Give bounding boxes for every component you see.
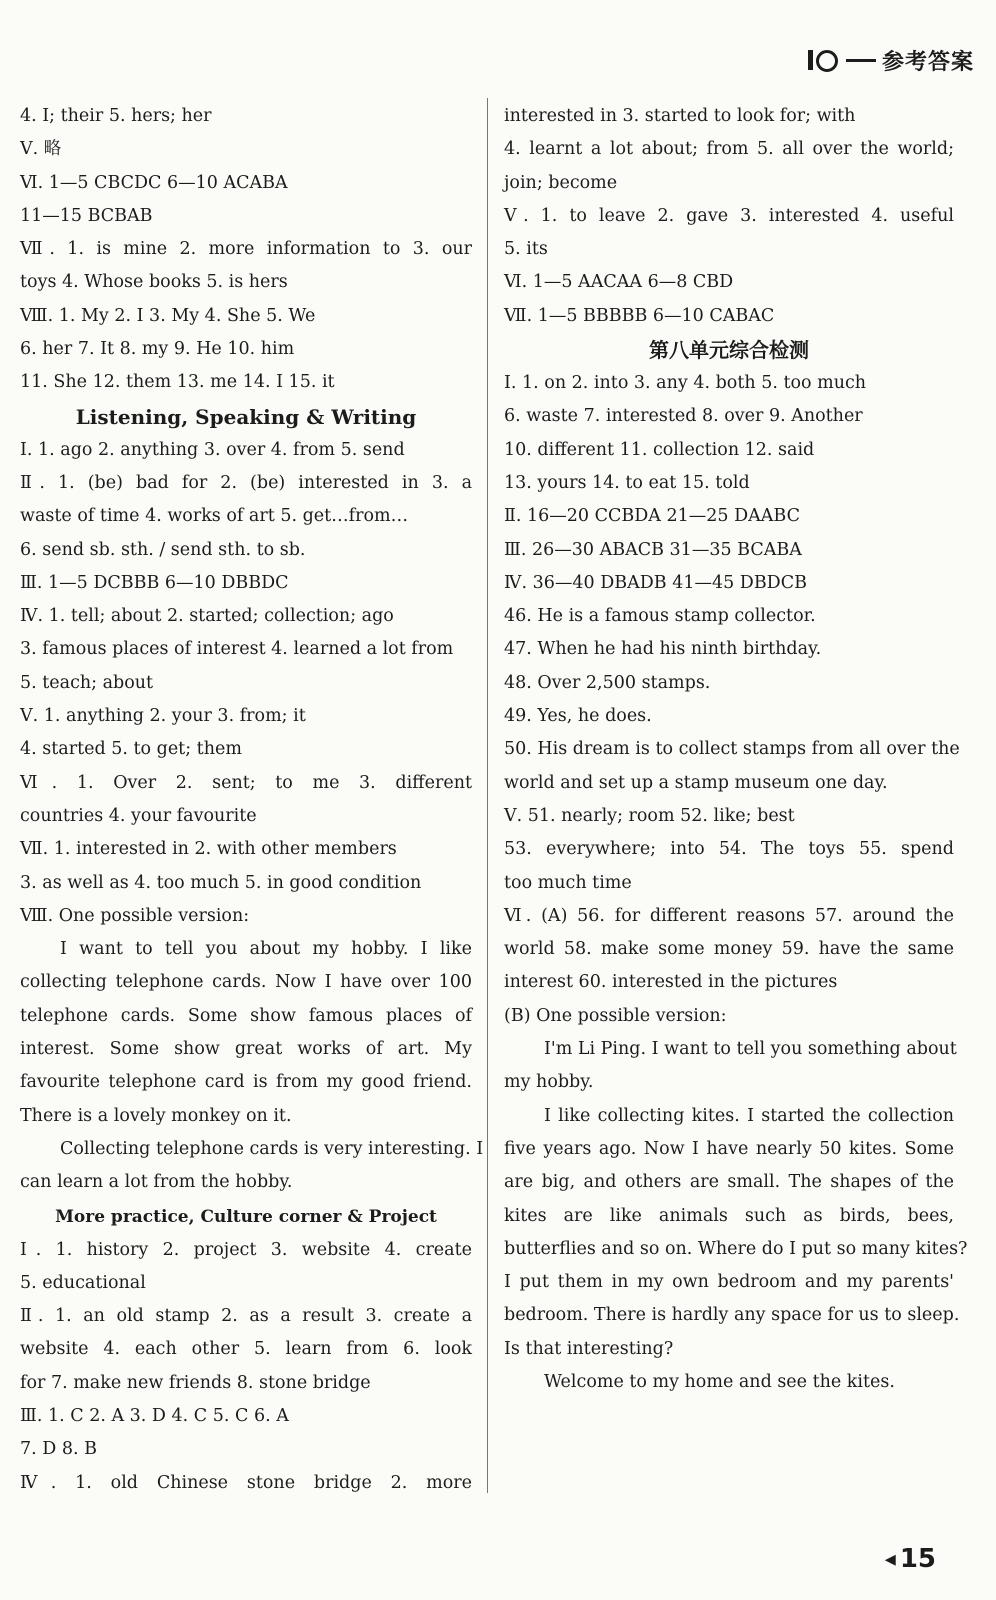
answer-line: Ⅲ. 1. C 2. A 3. D 4. C 5. C 6. A bbox=[20, 1405, 289, 1426]
answer-line: 5. teach; about bbox=[20, 672, 154, 693]
answer-line: interest 60. interested in the pictures bbox=[504, 972, 838, 993]
answer-line: 7. D 8. B bbox=[20, 1439, 97, 1460]
page-header bbox=[808, 40, 974, 80]
page-number bbox=[885, 1544, 936, 1574]
answer-line: Is that interesting? bbox=[504, 1338, 674, 1359]
answer-line: toys 4. Whose books 5. is hers bbox=[20, 272, 288, 293]
answer-line: Ⅵ. 1. Over 2. sent; to me 3. different bbox=[20, 772, 472, 793]
answer-line: 53. everywhere; into 54. The toys 55. spend bbox=[504, 839, 954, 860]
answer-line: five years ago. Now I have nearly 50 kites. Some bbox=[504, 1138, 954, 1159]
answer-line: Ⅴ. 1. to leave 2. gave 3. interested 4. useful bbox=[504, 205, 954, 226]
answer-line: Ⅴ. 1. anything 2. your 3. from; it bbox=[20, 706, 306, 727]
header-rule bbox=[846, 59, 876, 62]
answer-line: world 58. make some money 59. have the same bbox=[504, 939, 954, 960]
answer-line: Ⅵ. 1—5 AACAA 6—8 CBD bbox=[504, 272, 734, 293]
answer-line: I want to tell you about my hobby. I like bbox=[60, 939, 472, 960]
right-column bbox=[504, 100, 968, 1399]
answer-line: 3. as well as 4. too much 5. in good condition bbox=[20, 872, 422, 893]
answer-line: 3. famous places of interest 4. learned a lot from bbox=[20, 639, 454, 660]
answer-line: 46. He is a famous stamp collector. bbox=[504, 606, 816, 627]
answer-line: Ⅲ. 1—5 DCBBB 6—10 DBBDC bbox=[20, 572, 289, 593]
answer-line: telephone cards. Some show famous places of bbox=[20, 1005, 472, 1026]
book-logo-icon bbox=[808, 49, 842, 71]
answer-line: website 4. each other 5. learn from 6. look bbox=[20, 1339, 472, 1360]
answer-line: are big, and others are small. The shapes of the bbox=[504, 1172, 954, 1193]
answer-line: 5. its bbox=[504, 239, 548, 260]
answer-line: Ⅴ. 51. nearly; room 52. like; best bbox=[504, 805, 795, 826]
answer-line: 4. started 5. to get; them bbox=[20, 739, 242, 760]
page-mark-icon: ◂ bbox=[884, 1546, 896, 1572]
answer-line: for 7. make new friends 8. stone bridge bbox=[20, 1372, 371, 1393]
section-heading: 第八单元综合检测 bbox=[649, 338, 809, 363]
column-divider bbox=[487, 98, 488, 1493]
answer-line: 4. learnt a lot about; from 5. all over the world; bbox=[504, 139, 954, 160]
section-heading: Listening, Speaking & Writing bbox=[75, 404, 417, 429]
answer-line: 48. Over 2,500 stamps. bbox=[504, 672, 711, 693]
answer-line: Ⅱ. 16—20 CCBDA 21—25 DAABC bbox=[504, 506, 800, 527]
answer-line: collecting telephone cards. Now I have over 100 bbox=[20, 972, 472, 993]
answer-line: Ⅱ. 1. (be) bad for 2. (be) interested in 3. a bbox=[20, 472, 472, 493]
answer-line: 49. Yes, he does. bbox=[504, 706, 652, 727]
answer-line: Ⅳ. 36—40 DBADB 41—45 DBDCB bbox=[504, 572, 807, 593]
left-column bbox=[20, 100, 484, 1500]
section-heading: More practice, Culture corner & Project bbox=[55, 1206, 437, 1227]
answer-line: (B) One possible version: bbox=[504, 1005, 727, 1026]
answer-line: favourite telephone card is from my good friend. bbox=[20, 1072, 472, 1093]
answer-line: 5. educational bbox=[20, 1272, 146, 1293]
answer-line: world and set up a stamp museum one day. bbox=[504, 772, 888, 793]
answer-line: too much time bbox=[504, 872, 632, 893]
answer-line: Ⅷ. 1. My 2. I 3. My 4. She 5. We bbox=[20, 305, 316, 326]
answer-line: 50. His dream is to collect stamps from all over the bbox=[504, 739, 960, 760]
answer-line: Ⅳ. 1. old Chinese stone bridge 2. more bbox=[20, 1472, 472, 1493]
answer-line: Ⅵ. 1—5 CBCDC 6—10 ACABA bbox=[20, 172, 288, 193]
answer-line: 6. her 7. It 8. my 9. He 10. him bbox=[20, 339, 295, 360]
answer-line: 6. send sb. sth. / send sth. to sb. bbox=[20, 539, 306, 560]
answer-line: my hobby. bbox=[504, 1072, 594, 1093]
answer-line: I like collecting kites. I started the collection bbox=[544, 1105, 954, 1126]
page-number-value: 15 bbox=[899, 1544, 936, 1574]
header-title: 参考答案 bbox=[881, 49, 974, 75]
answer-line: I'm Li Ping. I want to tell you something about bbox=[544, 1039, 957, 1060]
answer-line: Ⅶ. 1—5 BBBBB 6—10 CABAC bbox=[504, 305, 775, 326]
answer-line: Ⅴ. 略 bbox=[20, 139, 62, 160]
answer-line: 10. different 11. collection 12. said bbox=[504, 439, 815, 460]
answer-line: 11—15 BCBAB bbox=[20, 205, 153, 226]
answer-line: interest. Some show great works of art. My bbox=[20, 1039, 472, 1060]
answer-line: butterflies and so on. Where do I put so many kites? bbox=[504, 1238, 968, 1259]
answer-line: countries 4. your favourite bbox=[20, 805, 257, 826]
answer-line: There is a lovely monkey on it. bbox=[20, 1105, 292, 1126]
answer-line: interested in 3. started to look for; with bbox=[504, 106, 856, 126]
answer-line: Ⅰ. 1. on 2. into 3. any 4. both 5. too much bbox=[504, 373, 867, 394]
answer-line: Ⅳ. 1. tell; about 2. started; collection; ago bbox=[20, 606, 394, 627]
answer-line: Ⅷ. One possible version: bbox=[20, 905, 250, 926]
answer-line: I put them in my own bedroom and my parents' bbox=[504, 1272, 954, 1293]
answer-line: 47. When he had his ninth birthday. bbox=[504, 639, 822, 660]
answer-line: 11. She 12. them 13. me 14. I 15. it bbox=[20, 372, 335, 393]
answer-line: 13. yours 14. to eat 15. told bbox=[504, 472, 750, 493]
answer-line: join; become bbox=[504, 172, 618, 193]
answer-line: 6. waste 7. interested 8. over 9. Another bbox=[504, 406, 863, 427]
answer-line: waste of time 4. works of art 5. get…from… bbox=[20, 506, 409, 527]
answer-line: can learn a lot from the hobby. bbox=[20, 1172, 293, 1193]
answer-line: 4. I; their 5. hers; her bbox=[20, 106, 212, 126]
answer-line: Ⅶ. 1. interested in 2. with other members bbox=[20, 839, 397, 860]
answer-line: Ⅱ. 1. an old stamp 2. as a result 3. create a bbox=[20, 1306, 472, 1327]
answer-line: Collecting telephone cards is very interesting. I bbox=[60, 1138, 484, 1159]
answer-line: bedroom. There is hardly any space for us to sleep. bbox=[504, 1305, 960, 1326]
answer-line: kites are like animals such as birds, bees, bbox=[504, 1205, 954, 1226]
answer-line: Ⅲ. 26—30 ABACB 31—35 BCABA bbox=[504, 539, 802, 560]
answer-line: Ⅶ. 1. is mine 2. more information to 3. our bbox=[20, 239, 472, 260]
answer-line: Welcome to my home and see the kites. bbox=[544, 1371, 895, 1392]
answer-line: Ⅵ. (A) 56. for different reasons 57. around the bbox=[504, 905, 954, 926]
answer-line: Ⅰ. 1. ago 2. anything 3. over 4. from 5. send bbox=[20, 439, 405, 460]
answer-line: Ⅰ. 1. history 2. project 3. website 4. create bbox=[20, 1239, 472, 1260]
